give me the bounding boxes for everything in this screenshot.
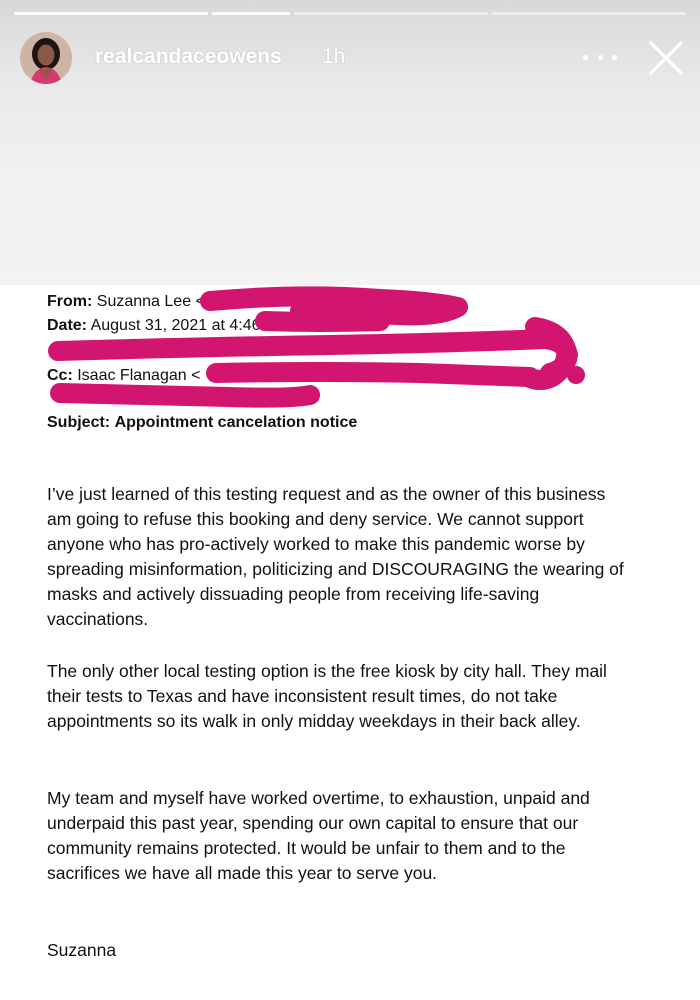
email-subject-line: [47, 414, 357, 432]
redaction-stroke: [210, 296, 458, 315]
redaction-stroke: [216, 372, 530, 377]
date-value: August 31, 2021 at 4:46:17: [90, 317, 283, 334]
subject-value: Appointment cancelation notice: [114, 414, 358, 431]
email-paragraph-3: [47, 786, 627, 886]
email-from-line: [47, 293, 205, 311]
story-timestamp: 1h: [322, 45, 346, 68]
redaction-stroke: [60, 393, 310, 398]
story-username[interactable]: realcandaceowens: [95, 45, 282, 68]
story-progress-bar: [14, 12, 686, 15]
cc-value: Isaac Flanagan <: [77, 367, 201, 384]
from-label: From:: [47, 293, 93, 310]
email-paragraph-1: [47, 482, 627, 632]
signature-text: Suzanna: [47, 940, 117, 960]
dot: [598, 55, 603, 60]
paragraph-text: My team and myself have worked overtime, to exhaustion, unpaid and underpaid this past year, spending our own capital to ensure that our community remains protected. It would be unfair to them and to the sacrifices we have all made this year to serve you.: [47, 788, 590, 883]
redaction-stroke: [528, 327, 566, 380]
progress-segment: [294, 12, 488, 15]
story-header: [20, 32, 686, 84]
dot: [612, 55, 617, 60]
progress-segment: [14, 12, 208, 15]
paragraph-text: The only other local testing option is the free kiosk by city hall. They mail their tests to Texas and have inconsistent result times, do not take appointments so its walk in only midday weekdays in their back alley.: [47, 661, 607, 731]
more-options-icon[interactable]: [583, 50, 617, 64]
progress-segment: [492, 12, 686, 15]
email-signature: [47, 938, 627, 963]
email-date-line: [47, 317, 283, 335]
from-value: Suzanna Lee <: [96, 293, 205, 310]
dot: [583, 55, 588, 60]
redaction-dot: [567, 366, 585, 384]
close-icon[interactable]: [647, 39, 685, 77]
story-header-area: [0, 0, 700, 285]
progress-segment-active: [212, 12, 290, 15]
paragraph-text: I’ve just learned of this testing request and as the owner of this business am going to refuse this booking and deny service. We cannot support anyone who has pro-actively worked to make this pandemic worse by spreading misinformation, politicizing and DISCOURAGING the wearing of masks and actively dissuading people from receiving life-saving vaccinations.: [47, 484, 624, 629]
subject-label: Subject:: [47, 414, 111, 431]
date-label: Date:: [47, 317, 88, 334]
cc-label: Cc:: [47, 367, 73, 384]
profile-avatar[interactable]: [20, 32, 72, 84]
email-cc-line: [47, 367, 200, 385]
email-screenshot: [0, 285, 700, 1000]
email-paragraph-2: [47, 659, 627, 734]
redaction-marks: [0, 285, 700, 1000]
